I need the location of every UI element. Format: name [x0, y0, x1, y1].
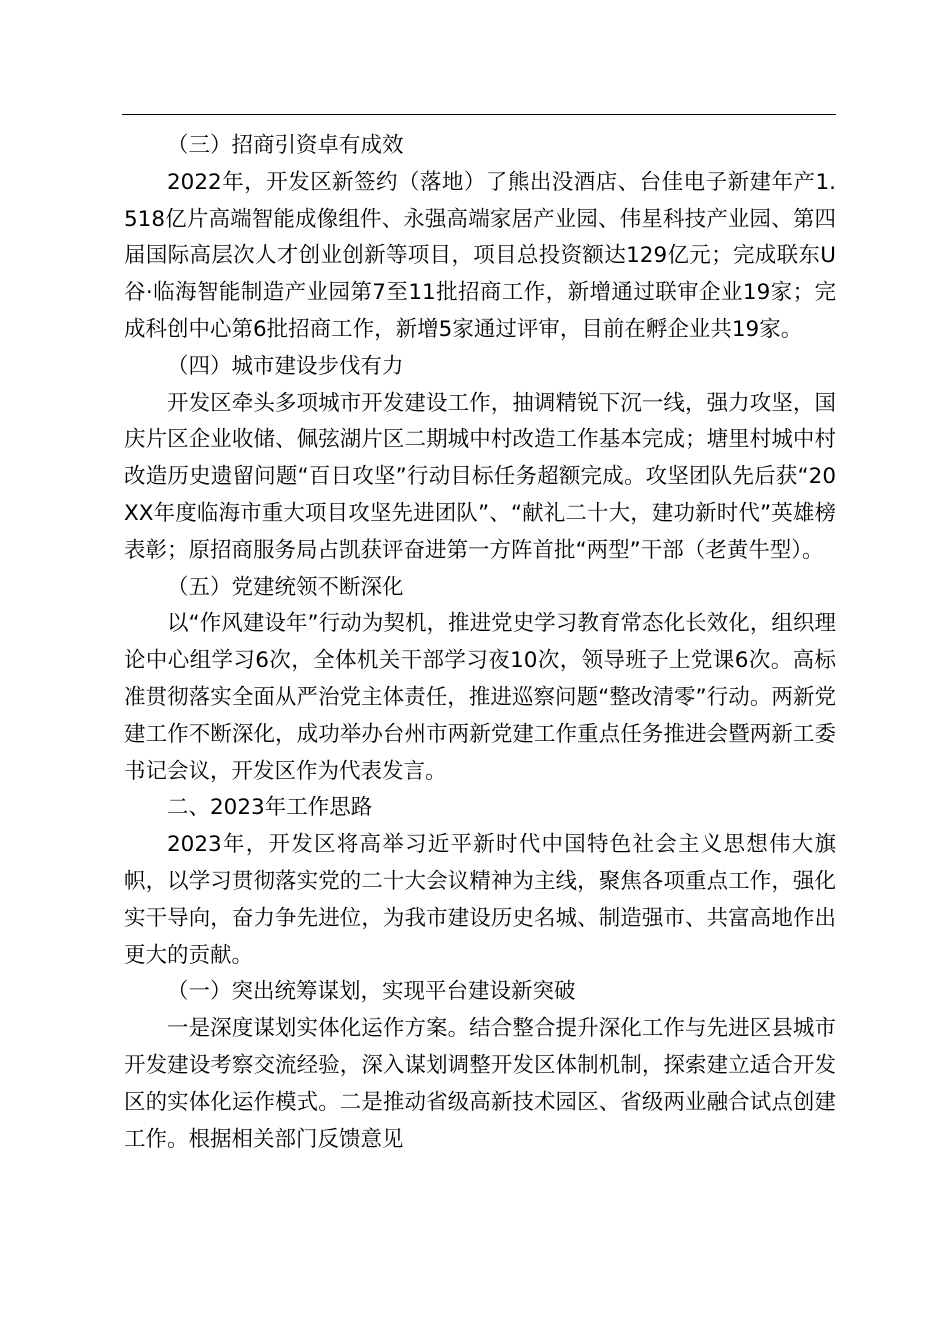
section-heading-party-building: （五）党建统领不断深化 [167, 574, 404, 600]
paragraph-urban-construction: 开发区牵头多项城市开发建设工作，抽调精锐下沉一线，强力攻坚，国庆片区企业收储、佩弦湖片区二期城中村改造工作基本完成；塘里村城中村改造历史遗留问题“百日攻坚”行动目标任务超额完成。攻坚团队先后获“20XX年度临海市重大项目攻坚先进团队”、“献礼二十大，建功新时代”英雄榜表彰；原招商服务局占凯获评奋进第一方阵首批“两型”干部（老黄牛型）。 [124, 390, 836, 563]
section-heading-platform: （一）突出统筹谋划，实现平台建设新突破 [167, 979, 576, 1005]
section-heading-investment: （三）招商引资卓有成效 [167, 133, 404, 158]
document-body [124, 128, 836, 1158]
section-heading-urban-construction: （四）城市建设步伐有力 [167, 353, 404, 379]
section-heading-2023-plan: 二、2023年工作思路 [167, 795, 373, 821]
paragraph-2023-plan: 2023年，开发区将高举习近平新时代中国特色社会主义思想伟大旗帜，以学习贯彻落实党的二十大会议精神为主线，聚焦各项重点工作，强化实干导向，奋力争先进位，为我市建设历史名城、制造强市、共富高地作出更大的贡献。 [124, 832, 836, 968]
paragraph-party-building: 以“作风建设年”行动为契机，推进党史学习教育常态化长效化，组织理论中心组学习6次，全体机关干部学习夜10次，领导班子上党课6次。高标准贯彻落实全面从严治党主体责任，推进巡察问题“整改清零”行动。两新党建工作不断深化，成功举办台州市两新党建工作重点任务推进会暨两新工委书记会议，开发区作为代表发言。 [124, 611, 836, 784]
paragraph-investment: 2022年，开发区新签约（落地）了熊出没酒店、台佳电子新建年产1.518亿片高端智能成像组件、永强高端家居产业园、伟星科技产业园、第四届国际高层次人才创业创新等项目，项目总投资额达129亿元；完成联东U谷·临海智能制造产业园第7至11批招商工作，新增通过联审企业19家；完成科创中心第6批招商工作，新增5家通过评审，目前在孵企业共19家。 [124, 169, 836, 342]
paragraph-platform: 一是深度谋划实体化运作方案。结合整合提升深化工作与先进区县城市开发建设考察交流经验，深入谋划调整开发区体制机制，探索建立适合开发区的实体化运作模式。二是推动省级高新技术园区、省级两业融合试点创建工作。根据相关部门反馈意见 [124, 1016, 836, 1152]
header-rule [122, 114, 836, 115]
